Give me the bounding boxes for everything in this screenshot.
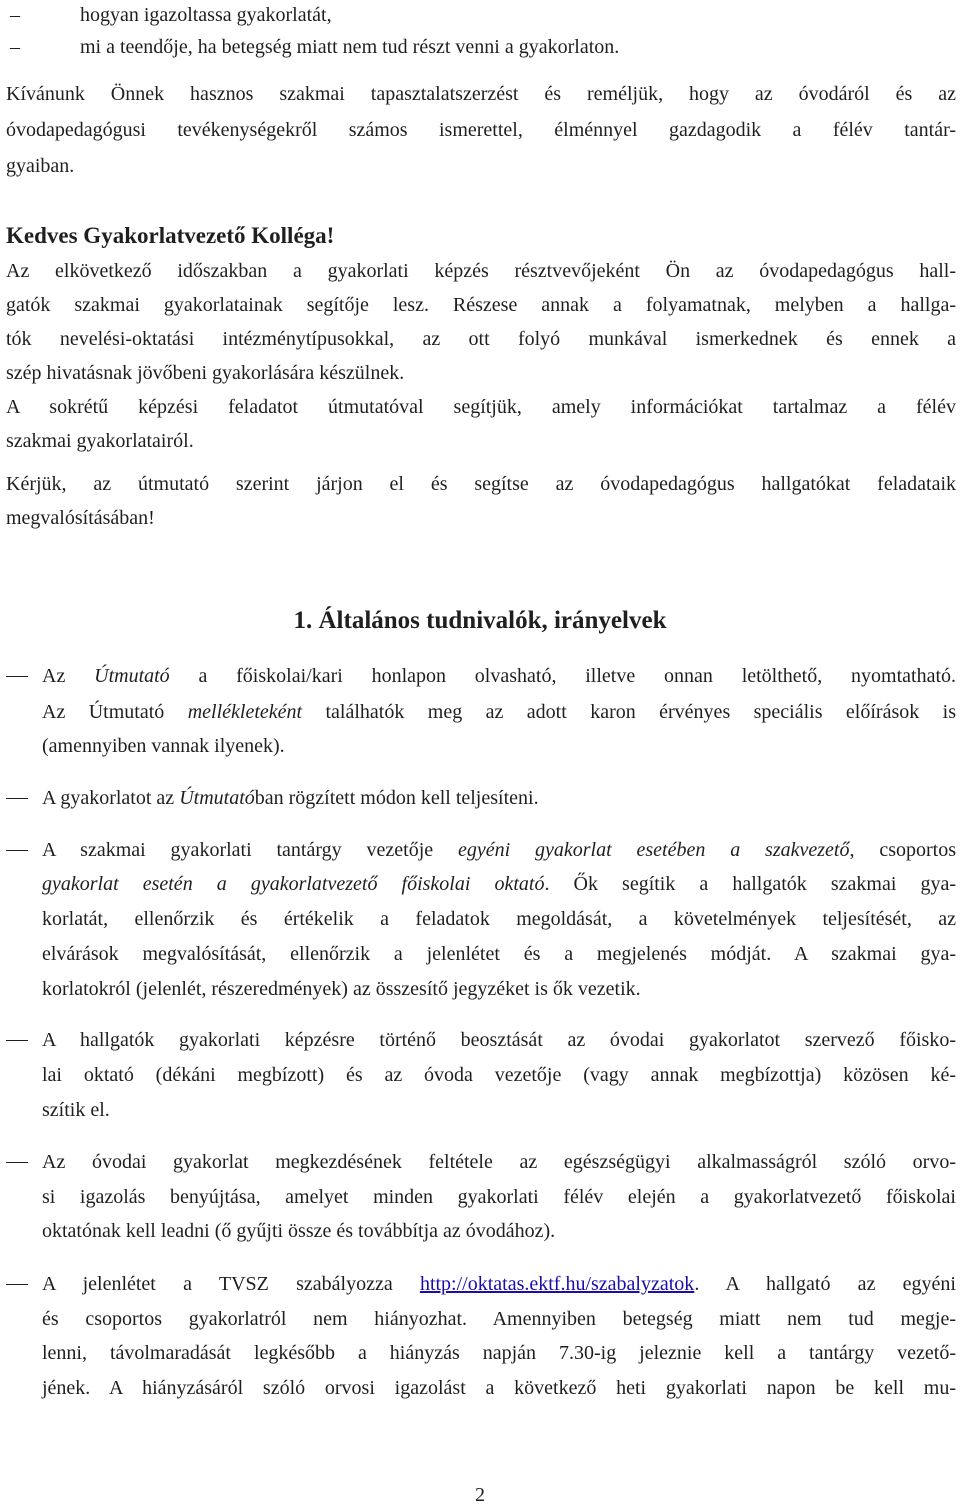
rule-1-line-1: Az Útmutató a főiskolai/kari honlapon olvasható, illetve onnan letölthető, nyomtatható. [42,665,956,687]
guide-line-1: A sokrétű képzési feladatot útmutatóval segítjük, amely információkat tartalmaz a félév [6,396,956,418]
request-line-2: megvalósításában! [6,507,155,529]
intro-bullet-2: mi a teendője, ha betegség miatt nem tud részt venni a gyakorlaton. [80,36,620,58]
rule-6-line-4: jének. A hiányzásáról szóló orvosi igazolást a következő heti gyakorlati napon be kell mu- [42,1377,956,1399]
intro-line-2: óvodapedagógusi tevékenységekről számos ismerettel, élménnyel gazdagodik a félév tantár- [6,119,956,141]
intro-line-1: Kívánunk Önnek hasznos szakmai tapasztalatszerzést és reméljük, hogy az óvodáról és az [6,83,956,105]
rule-dash [6,676,28,677]
request-line-1: Kérjük, az útmutató szerint járjon el és segítse az óvodapedagógus hallgatókat feladataik [6,473,956,495]
rule-5-line-3: oktatónak kell leadni (ő gyűjti össze és továbbítja az óvodához). [42,1220,556,1242]
intro-bullet-1: hogyan igazoltassa gyakorlatát, [80,4,332,26]
rule-6-line-3: lenni, távolmaradását legkésőbb a hiányzás napján 7.30-ig jeleznie kell a tantárgy vezető- [42,1342,956,1364]
rule-2-line-1: A gyakorlatot az Útmutatóban rögzített módon kell teljesíteni. [42,787,539,809]
rule-3-line-2: gyakorlat esetén a gyakorlatvezető főiskolai oktató. Ők segítik a hallgatók szakmai gya- [42,873,956,895]
rule-1-line-3: (amennyiben vannak ilyenek). [42,735,285,757]
rule-5-line-2: si igazolás benyújtása, amelyet minden gyakorlati félév elején a gyakorlatvezető főiskolai [42,1186,956,1208]
rule-dash [6,850,28,851]
rule-6-line-1: A jelenlétet a TVSZ szabályozza http://oktatas.ektf.hu/szabalyzatok. A hallgató az egyéni [42,1273,956,1295]
rule-dash [6,1040,28,1041]
colleague-line-2: gatók szakmai gyakorlatainak segítője lesz. Részese annak a folyamatnak, melyben a hallga- [6,294,956,316]
rule-3-line-5: korlatokról (jelenlét, részeredmények) az összesítő jegyzéket is ők vezetik. [42,978,641,1000]
section-title: 1. Általános tudnivalók, irányelvek [293,607,667,634]
regulations-link[interactable]: http://oktatas.ektf.hu/szabalyzatok [419,1273,695,1295]
colleague-line-3: tók nevelési-oktatási intézménytípusokkal, az ott folyó munkával ismerkednek és ennek a [6,328,956,350]
rule-4-line-3: szítik el. [42,1099,110,1121]
greeting-heading: Kedves Gyakorlatvezető Kolléga! [6,223,335,248]
page-number: 2 [475,1484,485,1506]
rule-4-line-2: lai oktató (dékáni megbízott) és az óvoda vezetője (vagy annak megbízottja) közösen ké- [42,1064,956,1086]
rule-6-line-2: és csoportos gyakorlatról nem hiányozhat. Amennyiben betegség miatt nem tud megje- [42,1308,956,1330]
colleague-line-4: szép hivatásnak jövőbeni gyakorlására készülnek. [6,362,405,384]
rule-4-line-1: A hallgatók gyakorlati képzésre történő beosztását az óvodai gyakorlatot szervező főisko- [42,1029,956,1051]
rule-1-line-2: Az Útmutató mellékleteként találhatók meg az adott karon érvényes speciális előírások is [42,701,956,723]
rule-dash [6,1284,28,1285]
rule-5-line-1: Az óvodai gyakorlat megkezdésének feltétele az egészségügyi alkalmasságról szóló orvo- [42,1151,956,1173]
bullet-dash: – [10,4,20,26]
rule-3-line-3: korlatát, ellenőrzik és értékelik a feladatok megoldását, a követelmények teljesítését, az [42,908,956,930]
rule-3-line-1: A szakmai gyakorlati tantárgy vezetője egyéni gyakorlat esetében a szakvezető, csoportos [42,839,956,861]
bullet-dash: – [10,36,20,58]
colleague-line-1: Az elkövetkező időszakban a gyakorlati képzés résztvevőjeként Ön az óvodapedagógus hall- [6,260,956,282]
rule-dash [6,1162,28,1163]
rule-dash [6,798,28,799]
intro-line-3: gyaiban. [6,155,75,177]
guide-line-2: szakmai gyakorlatairól. [6,430,194,452]
rule-3-line-4: elvárások megvalósítását, ellenőrzik a jelenlétet és a megjelenés módját. A szakmai gya- [42,943,956,965]
